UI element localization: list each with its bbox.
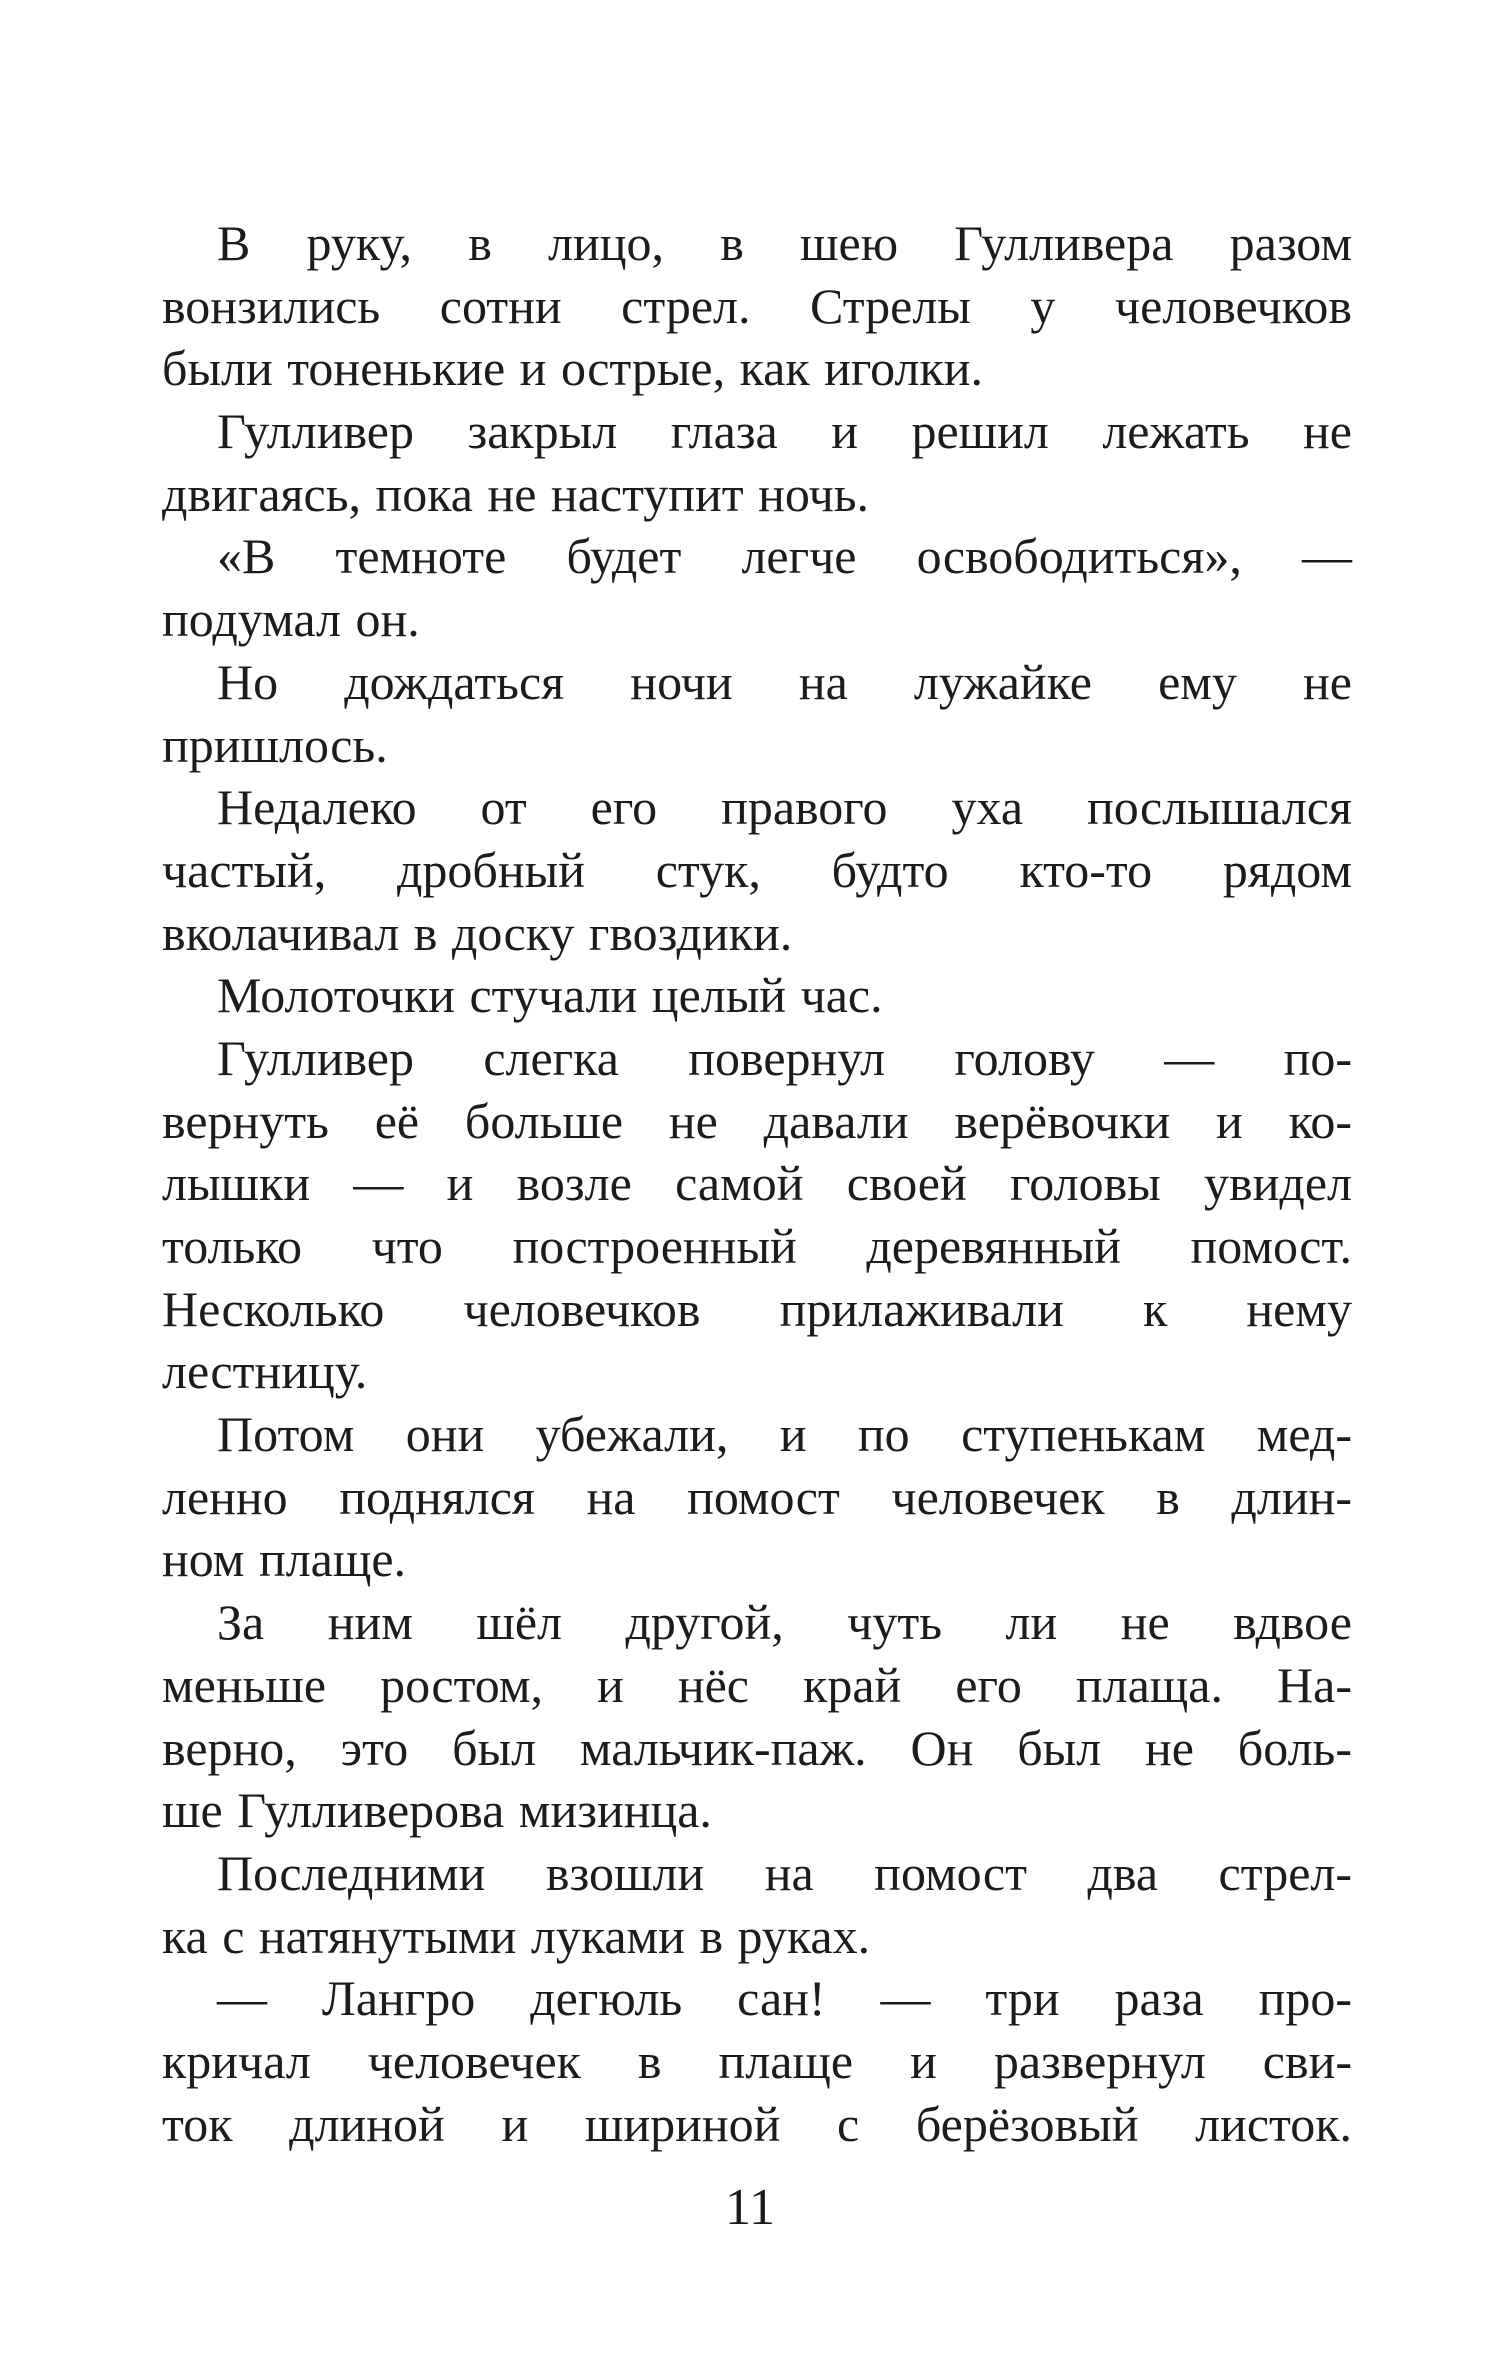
text-line: ше Гулливерова мизинца. [162,1782,712,1839]
text-line: вонзились сотни стрел. Стрелы у человечков [162,277,1352,334]
text-line: верно, это был мальчик-паж. Он был не боль- [162,1719,1352,1776]
paragraph [162,1403,1352,1591]
text-line: — Лангро дегюль сан! — три раза про- [217,1970,1352,2027]
paragraph [162,212,1352,400]
text-line: Молоточки стучали целый час. [217,967,883,1024]
text-line: ном плаще. [162,1531,407,1588]
text-line: Гулливер закрыл глаза и решил лежать не [217,403,1352,460]
text-line: вколачивал в доску гвоздики. [162,904,793,961]
page-text [162,212,1352,2155]
text-line: ка с натянутыми луками в руках. [162,1907,871,1964]
text-line: пришлось. [162,716,388,773]
text-line: Последними взошли на помост два стрел- [217,1844,1352,1901]
text-line: Недалеко от его правого уха послышался [217,779,1352,836]
paragraph [162,1842,1352,1967]
text-line: только что построенный деревянный помост. [162,1218,1352,1274]
text-line: Потом они убежали, и по ступенькам мед- [217,1406,1352,1463]
text-line: лестницу. [162,1343,368,1400]
text-line: меньше ростом, и нёс край его плаща. На- [162,1656,1352,1713]
paragraph [162,1967,1352,2155]
text-line: ленно поднялся на помост человечек в длин- [162,1468,1352,1525]
text-line: Несколько человечков прилаживали к нему [162,1280,1352,1337]
text-line: кричал человечек в плаще и развернул сви- [162,2032,1352,2089]
paragraph [162,1591,1352,1842]
text-line: Гулливер слегка повернул голову — по- [217,1029,1352,1086]
text-line: двигаясь, пока не наступит ночь. [162,465,870,522]
paragraph [162,525,1352,650]
page-number: 11 [724,2179,776,2236]
text-line: лышки — и возле самой своей головы увидел [162,1155,1352,1212]
text-line: Но дождаться ночи на лужайке ему не [217,653,1352,710]
text-line: В руку, в лицо, в шею Гулливера разом [217,215,1352,271]
paragraph [162,964,1352,1027]
text-line: вернуть её больше не давали верёвочки и ко- [162,1092,1352,1149]
paragraph [162,776,1352,964]
text-line: ток длиной и шириной с берёзовый листок. [162,2095,1352,2152]
paragraph [162,400,1352,525]
paragraph [162,1027,1352,1403]
text-line: подумал он. [162,591,420,648]
text-line: были тоненькие и острые, как иголки. [162,340,984,397]
text-line: За ним шёл другой, чуть ли не вдвое [217,1594,1352,1651]
text-line: «В темноте будет легче освободиться», — [217,528,1352,585]
paragraph [162,651,1352,776]
text-line: частый, дробный стук, будто кто-то рядом [162,841,1352,898]
